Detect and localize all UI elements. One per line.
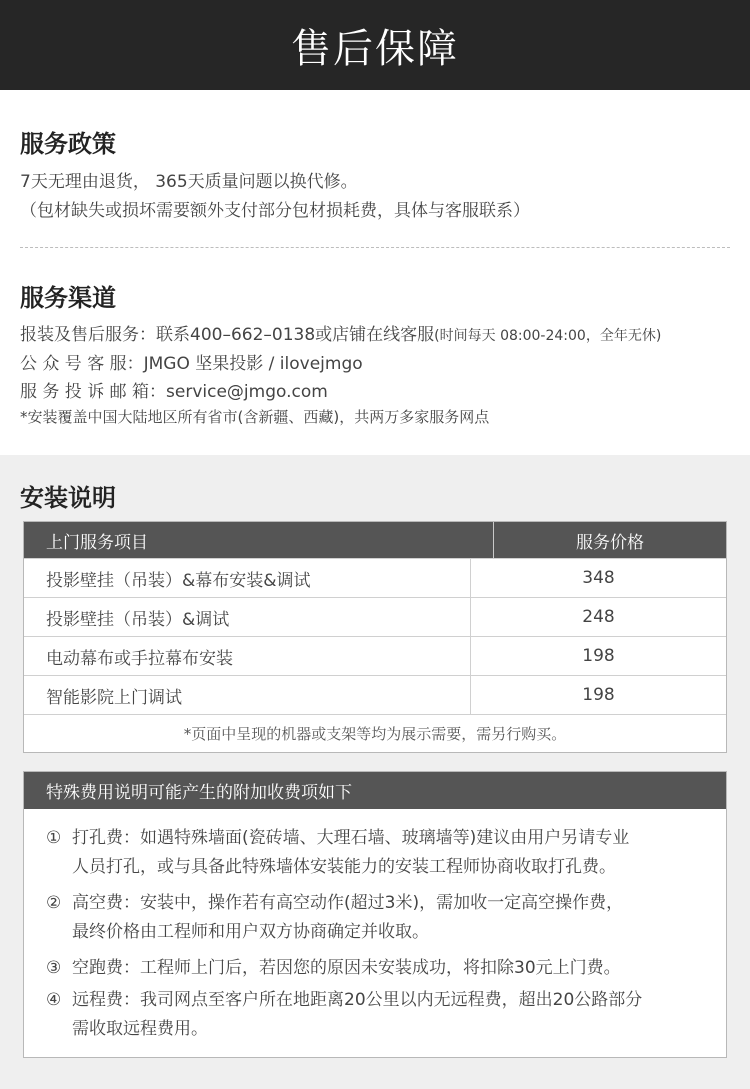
- col-item-header: 上门服务项目: [24, 522, 494, 558]
- row-item: 投影壁挂（吊装）&幕布安装&调试: [24, 559, 471, 597]
- fees-title: 特殊费用说明可能产生的附加收费项如下: [24, 772, 726, 809]
- fee-number: ②: [46, 893, 62, 913]
- col-price-header: 服务价格: [576, 532, 644, 553]
- fee-line-2: 需收取远程费用。: [72, 1019, 208, 1039]
- fee-number: ③: [46, 958, 62, 978]
- policy-line-1: 7天无理由退货， 365天质量问题以换代修。: [20, 172, 358, 192]
- table-row: [24, 558, 726, 597]
- row-price: 198: [582, 685, 615, 705]
- row-item: 智能影院上门调试: [24, 676, 471, 714]
- complaint-label: 服 务 投 诉 邮 箱：: [20, 382, 167, 402]
- service-label: 报装及售后服务：: [20, 325, 156, 345]
- fee-line-1: 远程费：我司网点至客户所在地距离20公里以内无远程费，超出20公路部分: [72, 990, 643, 1010]
- coverage-note: *安装覆盖中国大陆地区所有省市(含新疆、西藏)，共两万多家服务网点: [20, 408, 490, 426]
- install-title: 安装说明: [20, 484, 116, 512]
- fee-number: ④: [46, 990, 62, 1010]
- row-item: 电动幕布或手拉幕布安装: [24, 637, 471, 675]
- policy-title: 服务政策: [20, 130, 116, 158]
- wechat-line: [20, 349, 363, 374]
- table-header: [24, 522, 726, 558]
- row-item: 投影壁挂（吊装）&调试: [24, 598, 471, 636]
- policy-line-2: （包材缺失或损坏需要额外支付部分包材损耗费，具体与客服联系）: [20, 201, 530, 221]
- wechat-label: 公 众 号 客 服：: [20, 354, 144, 374]
- channels-title: 服务渠道: [20, 284, 116, 312]
- service-price-table: [23, 521, 727, 753]
- table-row: [24, 675, 726, 714]
- service-value: 联系400–662–0138或店铺在线客服: [156, 325, 435, 345]
- row-price: 348: [582, 568, 615, 588]
- divider: [20, 247, 730, 248]
- fee-item-remote: [46, 986, 716, 1044]
- fee-item-empty-trip: [46, 954, 716, 983]
- fee-line-1: 空跑费：工程师上门后，若因您的原因未安装成功，将扣除30元上门费。: [72, 958, 621, 978]
- page-header: [0, 0, 750, 90]
- row-price: 248: [582, 607, 615, 627]
- page-title: 售后保障: [291, 25, 459, 72]
- fee-number: ①: [46, 828, 62, 848]
- service-hours: (时间每天 08:00-24:00，全年无休): [434, 328, 662, 344]
- special-fees-box: [23, 771, 727, 1058]
- fee-item-drilling: [46, 824, 716, 882]
- table-note: *页面中呈现的机器或支架等均为展示需要，需另行购买。: [24, 714, 726, 752]
- service-info-area: [0, 90, 750, 455]
- fee-line-2: 人员打孔，或与具备此特殊墙体安装能力的安装工程师协商收取打孔费。: [72, 857, 616, 877]
- service-line: [20, 320, 661, 345]
- fee-line-1: 高空费：安装中，操作若有高空动作(超过3米)，需加收一定高空操作费，: [72, 893, 624, 913]
- table-row: [24, 597, 726, 636]
- wechat-value: JMGO 坚果投影 / ilovejmgo: [143, 354, 363, 374]
- row-price: 198: [582, 646, 615, 666]
- complaint-email[interactable]: service@jmgo.com: [166, 382, 328, 402]
- fee-item-height: [46, 889, 716, 947]
- complaint-line: [20, 377, 328, 402]
- fee-line-1: 打孔费：如遇特殊墙面(瓷砖墙、大理石墙、玻璃墙等)建议由用户另请专业: [72, 828, 630, 848]
- fee-line-2: 最终价格由工程师和用户双方协商确定并收取。: [72, 922, 429, 942]
- table-row: [24, 636, 726, 675]
